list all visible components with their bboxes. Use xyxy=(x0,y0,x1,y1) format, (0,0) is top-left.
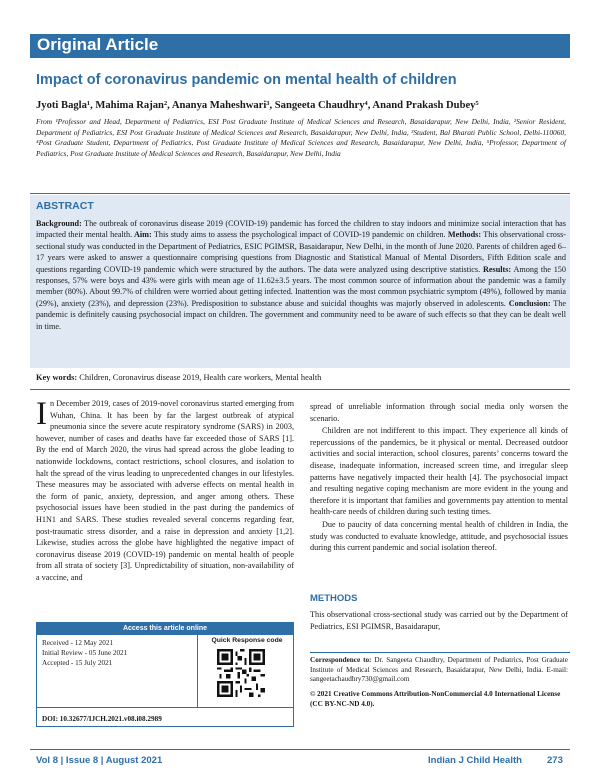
abstract-background: The outbreak of coronavirus disease 2019 (COVID-19) pandemic has forced the children to stay indoors and minimize social interaction that has impacted their mental health. xyxy=(36,219,566,240)
article-title: Impact of coronavirus pandemic on mental health of children xyxy=(36,72,457,88)
abstract-background-label: Background: xyxy=(36,219,82,228)
keywords xyxy=(36,373,566,382)
footer-page-number: 273 xyxy=(547,755,563,766)
keywords-label: Key words: xyxy=(36,373,78,382)
qr-label: Quick Response code xyxy=(211,637,283,644)
access-bottom-divider xyxy=(37,707,293,708)
abstract-methods-label: Methods: xyxy=(445,230,482,240)
correspondence xyxy=(310,656,568,685)
access-online-box xyxy=(36,622,294,727)
correspondence-text: Dr. Sangeeta Chaudhry, Department of Pediatrics, Post Graduate Institute of Medical Sciences and Research, Basaidarapur, New Delhi, India. E-mail: sangeetachaudhry730@gmail.com xyxy=(310,656,568,684)
doi: DOI: 10.32677/IJCH.2021.v08.i08.2989 xyxy=(42,715,162,723)
left-column xyxy=(36,398,294,584)
affiliations: From ¹Professor and Head, Department of Pediatrics, ESI Post Graduate Institute of Medical Sciences and Research, Basaidarapur, New Delhi, India, ²Senior Resident, Department of Pediatrics, ESI Post Graduate Institute of Medical Sciences and Research, Basaidarapur, New Delhi, India, ³Student, Bal Bharati Public School, Delhi-110060, ⁴Post Graduate Student, Department of Pediatrics, Post Graduate Institute of Medical Sciences and Research, Basaidarapur, New Delhi, India, ⁵Professor, Department of Pediatrics, Post Graduate Institute of Medical Sciences and Research, Basaidarapur, New Delhi, India xyxy=(36,117,566,158)
footer-rule xyxy=(30,749,570,750)
footer-journal: Indian J Child Health xyxy=(428,755,522,766)
section-banner xyxy=(30,34,570,58)
accepted-date: Accepted - 15 July 2021 xyxy=(42,659,113,667)
abstract-aim-label: Aim: xyxy=(132,230,152,240)
abstract-conclusion-label: Conclusion: xyxy=(505,298,551,308)
abstract-heading: ABSTRACT xyxy=(36,200,94,212)
right-paragraph-3: Due to paucity of data concerning mental health of children in India, the study was conducted to evaluate knowledge, attitude, and psychosocial issues during this current pandemic and social isolation thereof. xyxy=(310,519,568,553)
author-list: Jyoti Bagla¹, Mahima Rajan², Ananya Maheshwari³, Sangeeta Chaudhry⁴, Anand Prakash Dubey⁵ xyxy=(36,100,479,111)
drop-cap: I xyxy=(36,396,47,432)
abstract-text xyxy=(36,218,566,332)
article-dates xyxy=(42,638,192,668)
intro-paragraph: n December 2019, cases of 2019-novel coronavirus started emerging from Wuhan, China. It has been by far the largest outbreak of atypical pneumonia since the severe acute respiratory syndrome (SARS) in 2003, however, number of cases and deaths have far exceeded those of SARS [1]. By the end of March 2020, the virus had spread across the globe leading to nationwide lockdowns, contact restrictions, school closures, and isolation to halt the spread of the virus leading to unprecedented changes in our lifestyles. These measures may be associated with adverse effects on mental health in the form of panic, anxiety, depression, and anger among others. These psychosocial issues have been studied in the past during the pandemics of H1N1 and SARS. These studies revealed several concerns regarding fear, post-traumatic stress disorder, and a raise in depression and anxiety [1,2]. Likewise, studies across the globe have highlighted the negative impact of coronavirus disease 2019 (COVID-19) pandemic on mental health of people from all strata of society [3]. Unpredictability of situation, non-availability of a vaccine, and xyxy=(36,399,294,582)
qr-code-icon xyxy=(217,649,265,697)
methods-heading: METHODS xyxy=(310,593,358,604)
right-paragraph-1: spread of unreliable information through social media only worsen the scenario. xyxy=(310,402,568,423)
methods-paragraph: This observational cross-sectional study was carried out by the Department of Pediatrics, ESI PGIMSR, Basaidarapur, xyxy=(310,610,568,631)
correspondence-rule xyxy=(310,652,570,653)
access-divider xyxy=(197,635,198,707)
footer-issue: Vol 8 | Issue 8 | August 2021 xyxy=(36,755,163,766)
license-notice: © 2021 Creative Commons Attribution-NonCommercial 4.0 International License (CC BY-NC-ND 4.0). xyxy=(310,690,561,708)
section-label: Original Article xyxy=(37,35,159,54)
keywords-rule xyxy=(30,389,570,390)
abstract-methods: This observational cross-sectional study was conducted in the Department of Pediatrics, ESIC PGIMSR, Basaidarapur, New Delhi, in the month of June 2020. Parents of children aged 6–17 years were asked to answer a questionnaire comprising questions from Diagnostic and Statistical Manual of Mental Disorders, Fifth Edition scale and questions regarding COVID-19 pandemic which were structured by the authors. The data were analyzed using descriptive statistics. xyxy=(36,230,566,274)
right-paragraph-2: Children are not indifferent to this impact. They experience all kinds of repercussions of the pandemics, be it physical or mental. Decreased outdoor activities and social interaction, school closures, parents’ concerns toward the disease, inadequate information, increased screen time, and irregular sleep patterns have negatively impacted their health [4]. The psychosocial impact and resulting negative coping mechanism are more evident in the young and therefore it is important that families and governments pay attention to mental health-care needs of children during such testing times. xyxy=(310,426,568,517)
right-column xyxy=(310,401,568,555)
abstract-results-label: Results: xyxy=(480,264,512,274)
correspondence-label: Correspondence to: xyxy=(310,656,372,664)
abstract-results: Among the 150 responses, 57% were boys and 43% were girls with mean age of 11.62±3.5 years. The most common source of information about the pandemic was a family member (80%). About 99.7% of children were worried about getting infected. Inattention was the most common psychiatric symptom (49%), followed by mania (29%), anxiety (23%), and depression (23%). Predisposition to substance abuse and suicidal thoughts was majorly observed in adolescents. xyxy=(36,264,566,308)
initial-review-date: Initial Review - 05 June 2021 xyxy=(42,649,128,657)
access-heading: Access this article online xyxy=(37,623,293,635)
received-date: Received - 12 May 2021 xyxy=(42,639,114,647)
abstract-conclusion: The pandemic is definitely causing psychosocial impact on children. The government and community need to be aware of such effects so that they can be dealt well in time. xyxy=(36,298,566,331)
abstract-aim: This study aims to assess the psychological impact of COVID-19 pandemic on children. xyxy=(151,230,446,240)
keywords-text: Children, Coronavirus disease 2019, Health care workers, Mental health xyxy=(77,373,322,382)
abstract-top-rule xyxy=(30,193,570,194)
